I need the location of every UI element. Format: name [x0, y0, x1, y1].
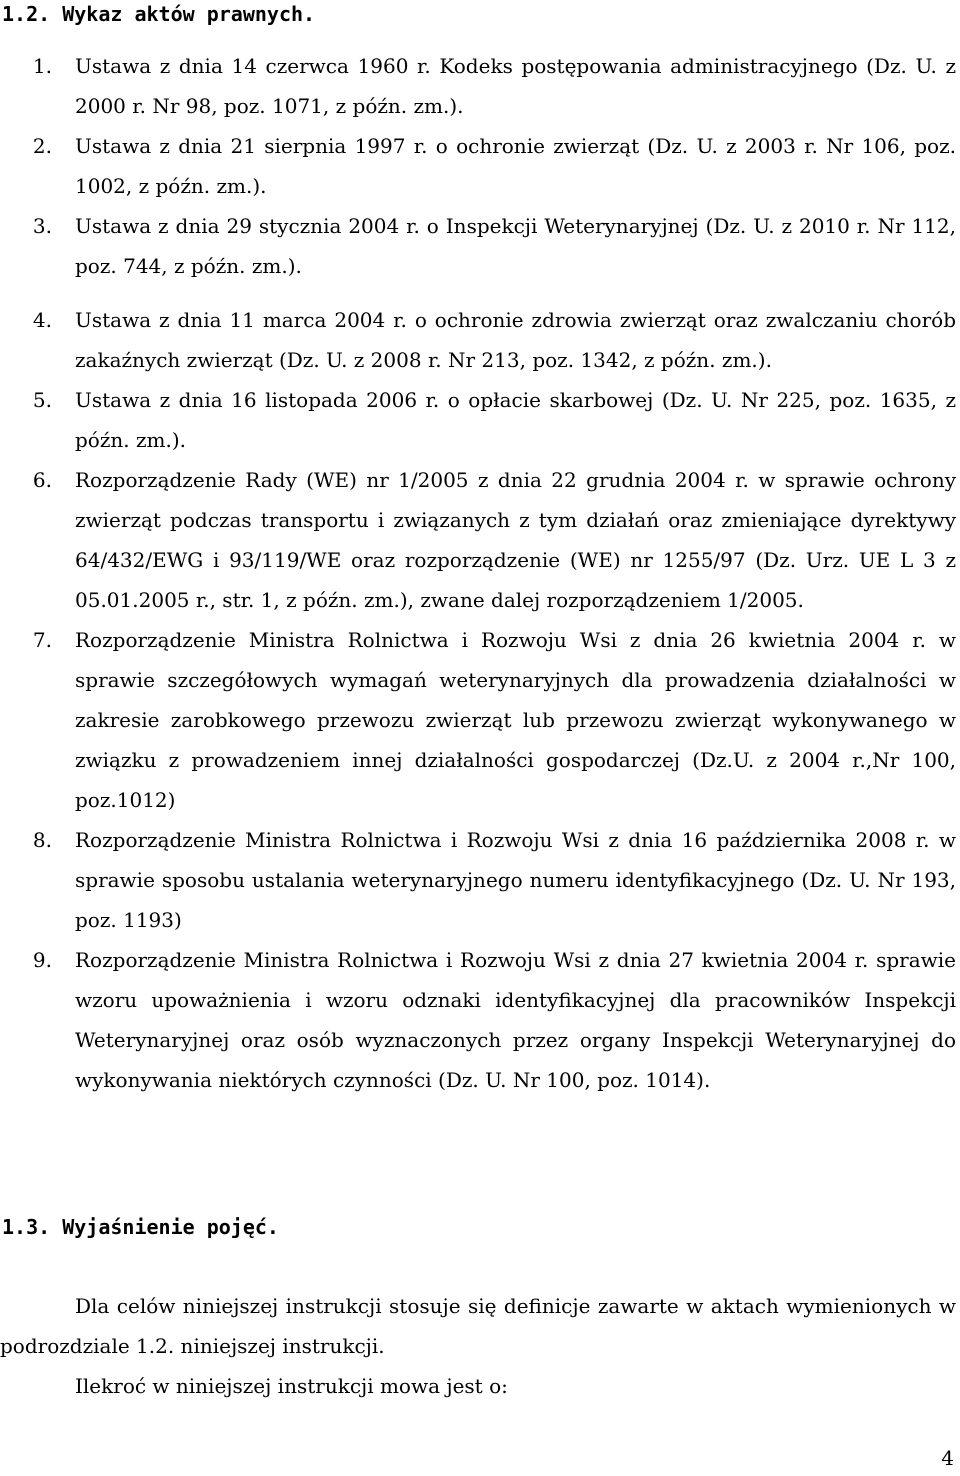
list-item-number: 2. — [32, 134, 52, 158]
list-item — [0, 620, 960, 820]
list-item — [0, 126, 960, 206]
list-item-number: 4. — [32, 308, 52, 332]
list-item-text: Rozporządzenie Ministra Rolnictwa i Rozwoju Wsi z dnia 27 kwietnia 2004 r. sprawie wzoru upoważnienia i wzoru odznaki identyfikacyjnej dla pracowników Inspekcji Weterynaryjnej oraz osób wyznaczonych przez organy Inspekcji Weterynaryjnej do wykonywania niektórych czynności (Dz. U. Nr 100, poz. 1014). — [75, 948, 956, 1092]
list-item-number: 6. — [32, 468, 52, 492]
list-item — [0, 206, 960, 286]
list-item-number: 8. — [32, 828, 52, 852]
list-item — [0, 380, 960, 460]
list-item — [0, 46, 960, 126]
list-item — [0, 940, 960, 1100]
section-heading-wyjasnienie-pojec: 1.3. Wyjaśnienie pojęć. — [2, 1215, 279, 1239]
definitions-paragraph: Dla celów niniejszej instrukcji stosuje się definicje zawarte w aktach wymienionych w podrozdziale 1.2. niniejszej instrukcji. — [0, 1294, 956, 1358]
page-number: 4 — [941, 1446, 954, 1470]
list-item-text: Ustawa z dnia 14 czerwca 1960 r. Kodeks postępowania administracyjnego (Dz. U. z 2000 r. Nr 98, poz. 1071, z późn. zm.). — [75, 54, 956, 118]
list-item-text: Rozporządzenie Ministra Rolnictwa i Rozwoju Wsi z dnia 16 października 2008 r. w sprawie sposobu ustalania weterynaryjnego numeru identyfikacyjnego (Dz. U. Nr 193, poz. 1193) — [75, 828, 956, 932]
list-item-number: 3. — [32, 214, 52, 238]
list-item — [0, 820, 960, 940]
list-item — [0, 300, 960, 380]
list-item-number: 1. — [32, 54, 52, 78]
list-item-number: 7. — [32, 628, 52, 652]
list-item-text: Ustawa z dnia 21 sierpnia 1997 r. o ochronie zwierząt (Dz. U. z 2003 r. Nr 106, poz. 1002, z późn. zm.). — [75, 134, 956, 198]
definitions-intro-paragraph: Ilekroć w niniejszej instrukcji mowa jest o: — [75, 1374, 508, 1398]
list-item-number: 9. — [32, 948, 52, 972]
list-item-text: Ustawa z dnia 11 marca 2004 r. o ochronie zdrowia zwierząt oraz zwalczaniu chorób zakaźnych zwierząt (Dz. U. z 2008 r. Nr 213, poz. 1342, z późn. zm.). — [75, 308, 956, 372]
list-item — [0, 460, 960, 620]
list-item-text: Rozporządzenie Rady (WE) nr 1/2005 z dnia 22 grudnia 2004 r. w sprawie ochrony zwierząt podczas transportu i związanych z tym działań oraz zmieniające dyrektywy 64/432/EWG i 93/119/WE oraz rozporządzenie (WE) nr 1255/97 (Dz. Urz. UE L 3 z 05.01.2005 r., str. 1, z późn. zm.), zwane dalej rozporządzeniem 1/2005. — [75, 468, 956, 612]
section-heading-wykaz-aktow: 1.2. Wykaz aktów prawnych. — [2, 2, 316, 26]
list-item-text: Ustawa z dnia 16 listopada 2006 r. o opłacie skarbowej (Dz. U. Nr 225, poz. 1635, z późn. zm.). — [75, 388, 956, 452]
legal-acts-list — [0, 46, 960, 1100]
list-item-number: 5. — [32, 388, 52, 412]
list-item-text: Ustawa z dnia 29 stycznia 2004 r. o Inspekcji Weterynaryjnej (Dz. U. z 2010 r. Nr 112, poz. 744, z późn. zm.). — [75, 214, 956, 278]
list-item-text: Rozporządzenie Ministra Rolnictwa i Rozwoju Wsi z dnia 26 kwietnia 2004 r. w sprawie szczegółowych wymagań weterynaryjnych dla prowadzenia działalności w zakresie zarobkowego przewozu zwierząt lub przewozu zwierząt wykonywanego w związku z prowadzeniem innej działalności gospodarczej (Dz.U. z 2004 r.,Nr 100, poz.1012) — [75, 628, 956, 812]
